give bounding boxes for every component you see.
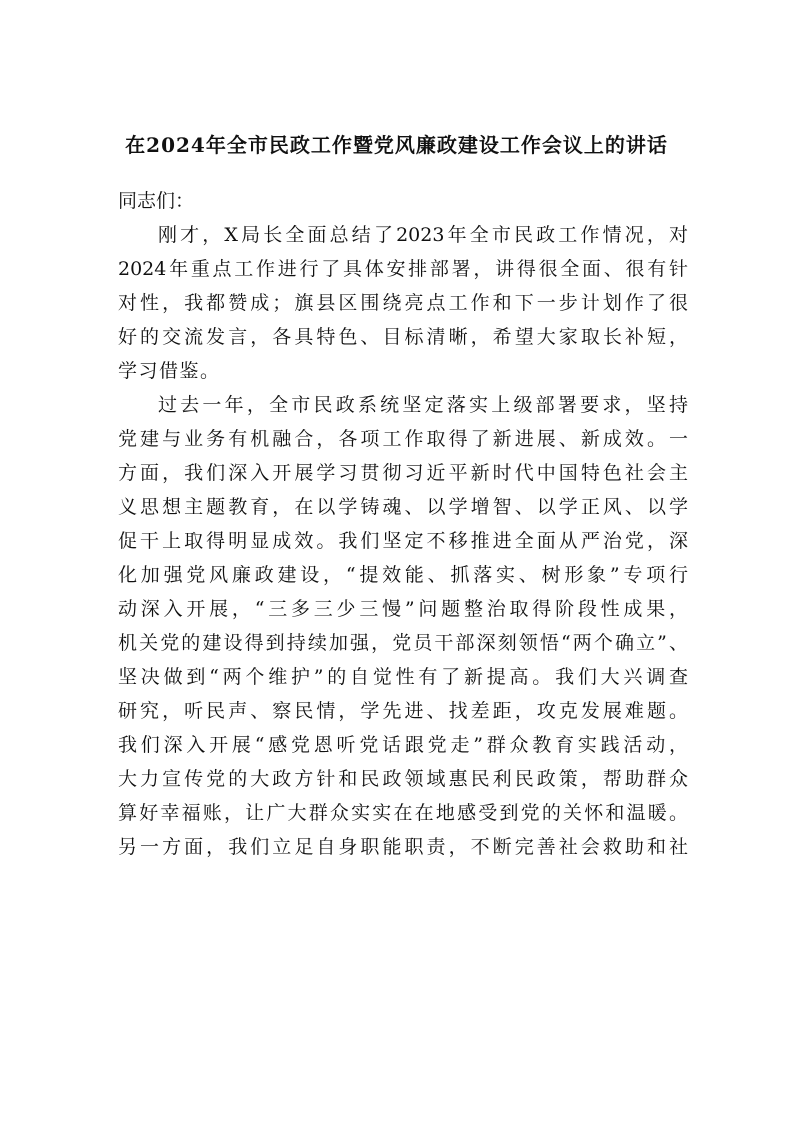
paragraph-line: 促干上取得明显成效。我们坚定不移推进全面从严治党，深	[118, 530, 688, 552]
paragraph-line: 动深入开展，“三多三少三慢”问题整治取得阶段性成果，	[118, 598, 688, 620]
paragraph-line: 算好幸福账，让广大群众实实在在地感受到党的关怀和温暖。	[118, 802, 688, 824]
paragraph-1	[118, 218, 688, 388]
paragraph-line: 机关党的建设得到持续加强，党员干部深刻领悟“两个确立”、	[118, 632, 688, 654]
paragraph-line: 坚决做到“两个维护”的自觉性有了新提高。我们大兴调查	[118, 666, 688, 688]
paragraph-line: 方面，我们深入开展学习贯彻习近平新时代中国特色社会主	[118, 462, 688, 484]
paragraph-line: 2024年重点工作进行了具体安排部署，讲得很全面、很有针	[118, 258, 688, 280]
paragraph-line: 好的交流发言，各具特色、目标清晰，希望大家取长补短，	[118, 326, 688, 348]
paragraph-line: 学习借鉴。	[118, 360, 221, 382]
salutation: 同志们：	[118, 190, 195, 212]
paragraph-2	[118, 388, 688, 864]
paragraph-line: 刚才，X局长全面总结了2023年全市民政工作情况，对	[158, 224, 688, 246]
paragraph-line: 对性，我都赞成；旗县区围绕亮点工作和下一步计划作了很	[118, 292, 688, 314]
document-body	[118, 184, 688, 864]
paragraph-line: 过去一年，全市民政系统坚定落实上级部署要求，坚持	[158, 394, 688, 416]
paragraph-line: 党建与业务有机融合，各项工作取得了新进展、新成效。一	[118, 428, 688, 450]
paragraph-line: 义思想主题教育，在以学铸魂、以学增智、以学正风、以学	[118, 496, 688, 518]
paragraph-line: 研究，听民声、察民情，学先进、找差距，攻克发展难题。	[118, 700, 688, 722]
paragraph-line: 大力宣传党的大政方针和民政领域惠民利民政策，帮助群众	[118, 768, 688, 790]
paragraph-line: 我们深入开展“感党恩听党话跟党走”群众教育实践活动，	[118, 734, 688, 756]
paragraph-line: 化加强党风廉政建设，“提效能、抓落实、树形象”专项行	[118, 564, 688, 586]
paragraph-line: 另一方面，我们立足自身职能职责，不断完善社会救助和社	[118, 836, 688, 858]
document-title: 在2024年全市民政工作暨党风廉政建设工作会议上的讲话	[125, 133, 668, 157]
